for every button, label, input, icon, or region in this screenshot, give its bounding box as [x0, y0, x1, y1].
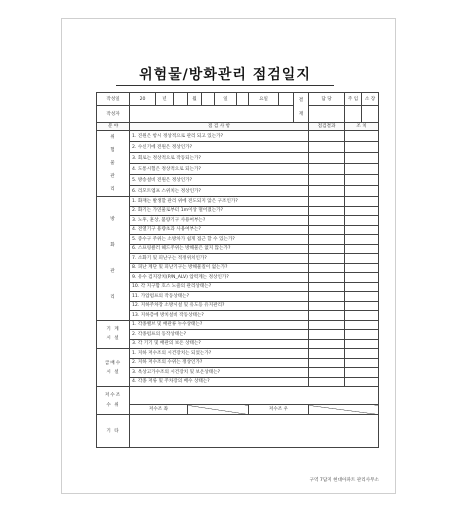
action-cell [345, 142, 379, 153]
result-cell [309, 244, 345, 254]
checklist-item: 2. 수신기에 전원은 정상인가? [130, 142, 309, 153]
action-cell [345, 273, 379, 283]
checklist-item: 11. 가압펌프의 작동상태는? [130, 292, 309, 302]
checklist-item: 7. 소화기 및 피난구는 적정위치인가? [130, 254, 309, 264]
action-cell [345, 311, 379, 321]
result-cell [309, 273, 345, 283]
approval-sign-3 [362, 106, 379, 123]
reservoir-underground-label: 저수조 좌 [130, 405, 188, 415]
checklist-item: 1. 지하 저수조의 시건장치는 되었는가? [130, 349, 309, 359]
year-value: 20 [130, 93, 156, 106]
writer-label: 작성자 [97, 106, 130, 123]
result-cell [309, 377, 345, 387]
action-cell [345, 131, 379, 142]
checklist-item: 4. 각종 저류 및 주차장의 배수 상태는? [130, 377, 309, 387]
spacer-cell [279, 93, 294, 106]
checklist-row [97, 368, 379, 378]
approval-head-3: 소 장 [362, 93, 379, 106]
checklist-row [97, 330, 379, 340]
result-cell [309, 263, 345, 273]
checklist-row [97, 235, 379, 245]
result-cell [309, 254, 345, 264]
action-cell [345, 153, 379, 164]
day-cell [202, 93, 215, 106]
col-category: 분 야 [97, 123, 130, 131]
reservoir-space [130, 387, 379, 405]
checklist-row [97, 197, 379, 207]
section-label: 방 화 관 리 [97, 197, 130, 321]
remarks-space [130, 415, 379, 448]
reservoir-rooftop-value [309, 405, 379, 415]
col-items: 점 검 사 항 [130, 123, 309, 131]
checklist-item: 2. 지하 저수조의 수위는 정상인가? [130, 358, 309, 368]
action-cell [345, 339, 379, 349]
checklist-item: 6. 스프링클러 헤드주위는 방해물은 없지 않는가? [130, 244, 309, 254]
checklist-row [97, 206, 379, 216]
action-cell [345, 377, 379, 387]
checklist-item: 13. 지하층에 방치설비 작동상태는? [130, 311, 309, 321]
action-cell [345, 368, 379, 378]
col-result: 점검결과 [309, 123, 345, 131]
checklist-item: 10. 각 지구함 호스 노즐의 관리상태는? [130, 282, 309, 292]
section-label: 기 계 시 설 [97, 320, 130, 349]
document-title: 위험물/방화관리 점검일지 [116, 64, 334, 86]
checklist-item: 3. 노후, 훈상, 불량기구 사용여부는? [130, 216, 309, 226]
checklist-item: 1. 각종밸브 및 배관류 누수상태는? [130, 320, 309, 330]
checklist-item: 4. 도통시험은 정상적으로 되는가? [130, 164, 309, 175]
approval-sign-1 [309, 106, 345, 123]
weekday-unit: 요일 [249, 93, 279, 106]
checklist-item: 12. 지하주차장 소방시설 및 유도등 유지관리? [130, 301, 309, 311]
action-cell [345, 164, 379, 175]
action-cell [345, 216, 379, 226]
action-cell [345, 254, 379, 264]
approval-head-1: 담 당 [309, 93, 345, 106]
result-cell [309, 320, 345, 330]
checklist-row [97, 339, 379, 349]
writer-value [130, 106, 294, 123]
result-cell [309, 206, 345, 216]
checklist-row [97, 349, 379, 359]
weekday-cell [237, 93, 249, 106]
result-cell [309, 197, 345, 207]
remarks-row [97, 415, 379, 448]
checklist-item: 8. 피난 계단 및 피난기구는 방해물질이 없는가? [130, 263, 309, 273]
result-cell [309, 225, 345, 235]
result-cell [309, 186, 345, 197]
action-cell [345, 235, 379, 245]
result-cell [309, 164, 345, 175]
action-cell [345, 175, 379, 186]
result-cell [309, 349, 345, 359]
header-row-date [97, 93, 379, 106]
checklist-row [97, 263, 379, 273]
approval-label: 결 재 [294, 93, 309, 123]
checklist-row [97, 244, 379, 254]
section-label: 급배수 시 설 [97, 349, 130, 387]
checklist-row [97, 216, 379, 226]
checklist-row [97, 311, 379, 321]
checklist-row [97, 320, 379, 330]
header-row-writer [97, 106, 379, 123]
checklist-row [97, 273, 379, 283]
checklist-row [97, 254, 379, 264]
checklist-row [97, 142, 379, 153]
checklist-row [97, 153, 379, 164]
result-cell [309, 339, 345, 349]
reservoir-underground-value [188, 405, 249, 415]
checklist-row [97, 164, 379, 175]
checklist-row [97, 131, 379, 142]
col-action: 조 치 [345, 123, 379, 131]
column-header-row [97, 123, 379, 131]
day-unit: 일 [215, 93, 237, 106]
date-label: 작성일 [97, 93, 130, 106]
remarks-label: 기 타 [97, 415, 130, 448]
inspection-log-table [96, 92, 379, 448]
approval-head-2: 주 임 [345, 93, 362, 106]
reservoir-rooftop-label: 저수조 우 [249, 405, 309, 415]
approval-sign-2 [345, 106, 362, 123]
action-cell [345, 330, 379, 340]
reservoir-row-top [97, 387, 379, 405]
action-cell [345, 349, 379, 359]
action-cell [345, 320, 379, 330]
section-label: 위 험 물 관 리 [97, 131, 130, 197]
month-cell [174, 93, 188, 106]
checklist-item: 3. 회로는 정상적으로 작동되는가? [130, 153, 309, 164]
checklist-item: 1. 진원은 항시 정상적으로 관리 되고 있는가? [130, 131, 309, 142]
checklist-row [97, 301, 379, 311]
checklist-item: 5. 방송설비 전원은 정상인가? [130, 175, 309, 186]
reservoir-label: 저수조 수 위 [97, 387, 130, 415]
result-cell [309, 153, 345, 164]
month-unit: 월 [188, 93, 202, 106]
result-cell [309, 330, 345, 340]
action-cell [345, 197, 379, 207]
checklist-row [97, 358, 379, 368]
action-cell [345, 186, 379, 197]
checklist-row [97, 225, 379, 235]
checklist-item: 2. 각종펌프의 동작상태는? [130, 330, 309, 340]
result-cell [309, 142, 345, 153]
result-cell [309, 175, 345, 186]
checklist-item: 2. 화기는 가연물로부터 1m이상 떨어졌는가? [130, 206, 309, 216]
result-cell [309, 282, 345, 292]
checklist-item: 1. 화재는 발생할 관리 위에 전도되지 않은 구조인가? [130, 197, 309, 207]
action-cell [345, 358, 379, 368]
checklist-row [97, 377, 379, 387]
year-unit: 년 [156, 93, 174, 106]
reservoir-row-values [97, 405, 379, 415]
action-cell [345, 225, 379, 235]
result-cell [309, 311, 345, 321]
checklist-row [97, 175, 379, 186]
checklist-row [97, 292, 379, 302]
result-cell [309, 216, 345, 226]
action-cell [345, 282, 379, 292]
result-cell [309, 292, 345, 302]
checklist-item: 6. 리모트엠프 스위치는 정상인가? [130, 186, 309, 197]
action-cell [345, 206, 379, 216]
checklist-item: 4. 전열기구 용량초과 사용여부는? [130, 225, 309, 235]
checklist-item: 3. 옥상고가수조의 시건장치 및 보온상태는? [130, 368, 309, 378]
checklist-item: 9. 유수 검지장치(P/N_ALV) 압력계는 정상인가? [130, 273, 309, 283]
checklist-item: 3. 각 기기 및 배관의 보온 상태는? [130, 339, 309, 349]
result-cell [309, 368, 345, 378]
checklist-item: 5. 증수구 주위는 소방차가 쉽게 접근 할 수 있는가? [130, 235, 309, 245]
checklist-row [97, 282, 379, 292]
action-cell [345, 301, 379, 311]
footer-office: 구역 7담지 현대아파트 관리사무소 [309, 478, 379, 483]
action-cell [345, 263, 379, 273]
action-cell [345, 244, 379, 254]
result-cell [309, 235, 345, 245]
result-cell [309, 131, 345, 142]
action-cell [345, 292, 379, 302]
checklist-row [97, 186, 379, 197]
result-cell [309, 358, 345, 368]
result-cell [309, 301, 345, 311]
